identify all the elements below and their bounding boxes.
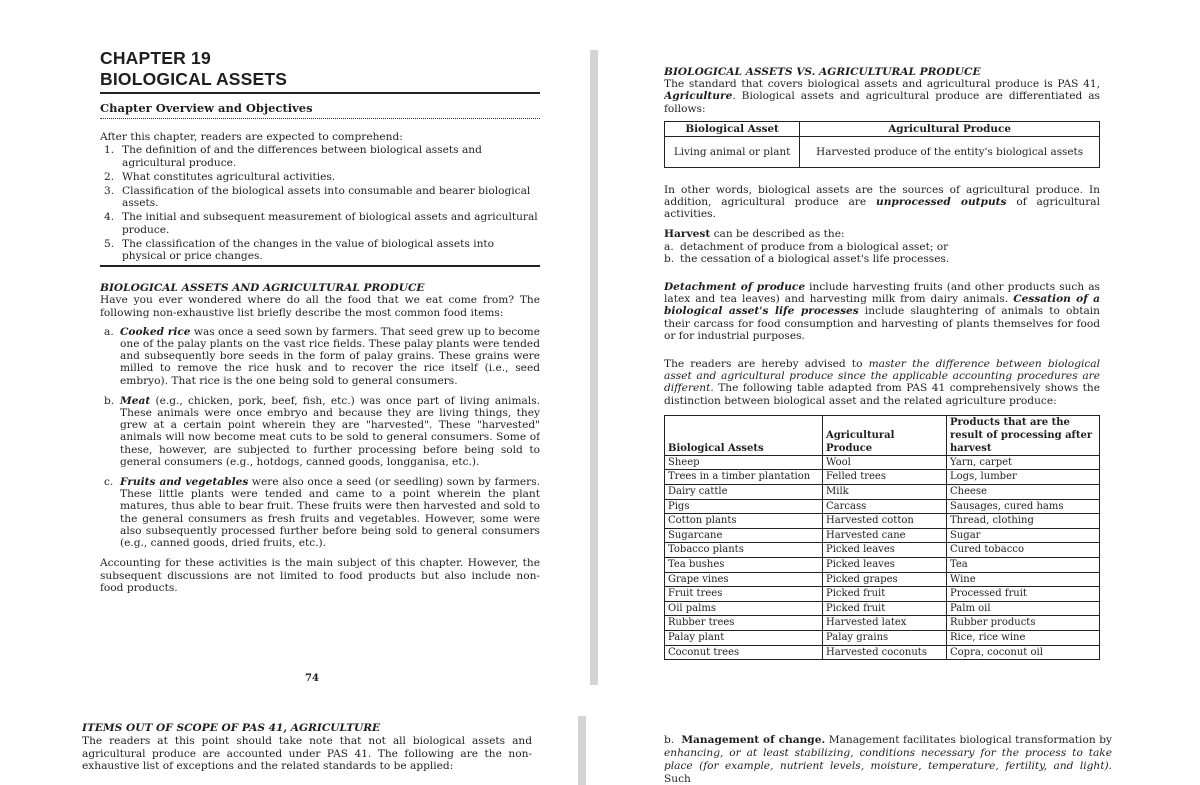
objectives-intro: After this chapter, readers are expected to comprehend: bbox=[100, 131, 403, 144]
food-item: a. Cooked rice was once a seed sown by farmers. That seed grew up to become one of the palay plants on the vast rice fields. These palay plants were tended and subsequently bore seeds in the form of palay grains. These grains were milled to remove the rice husk and to recover the rice itself (i.e., seed embryo). That rice is the one being sold to general consumers. bbox=[104, 325, 540, 387]
page-gutter-top bbox=[590, 50, 598, 685]
table-cell: Picked leaves bbox=[823, 543, 947, 558]
food-item: c. Fruits and vegetables were also once a seed (or seedling) sown by farmers. These little plants were tended and came to a point wherein the plant matures, thus able to bear fruit. These fruits were then harvested and sold to the general consumers as fresh fruits and vegetables. However, some were also subsequently processed further before being sold to general consumers (e.g., canned goods, dried fruits, etc.). bbox=[104, 476, 540, 550]
table-cell: Rubber products bbox=[947, 616, 1100, 631]
table-cell: Palm oil bbox=[947, 601, 1100, 616]
chapter-number: CHAPTER 19 bbox=[100, 48, 211, 68]
section-divider bbox=[100, 265, 540, 267]
table-cell: Cheese bbox=[947, 485, 1100, 500]
comparison-table-body bbox=[665, 455, 1100, 659]
out-of-scope-heading: ITEMS OUT OF SCOPE OF PAS 41, AGRICULTURE bbox=[82, 722, 381, 734]
table-cell: Carcass bbox=[823, 499, 947, 514]
page-number: 74 bbox=[305, 673, 319, 684]
table-row bbox=[665, 616, 1100, 631]
table-header: Agricultural Produce bbox=[800, 121, 1100, 136]
table-row bbox=[665, 470, 1100, 485]
objective-item: 1. The definition of and the differences between biological assets and agricultural produce. bbox=[104, 144, 482, 169]
table-cell: Tea bushes bbox=[665, 558, 823, 573]
section-heading: BIOLOGICAL ASSETS AND AGRICULTURAL PRODUCE bbox=[100, 282, 425, 295]
table-cell: Living animal or plant bbox=[665, 136, 800, 167]
table-header: Products that are the result of processing after harvest bbox=[947, 415, 1100, 455]
table-cell: Cotton plants bbox=[665, 514, 823, 529]
table-cell: Cured tobacco bbox=[947, 543, 1100, 558]
left-page bbox=[100, 48, 540, 688]
table-cell: Sugar bbox=[947, 528, 1100, 543]
food-items-list bbox=[100, 326, 540, 549]
table-row bbox=[665, 514, 1100, 529]
table-cell: Copra, coconut oil bbox=[947, 645, 1100, 660]
section-intro: Have you ever wondered where do all the food that we eat come from? The following non-exhaustive list briefly describe the most common food items: bbox=[100, 294, 540, 319]
table-cell: Picked fruit bbox=[823, 601, 947, 616]
table-row bbox=[665, 528, 1100, 543]
table-cell: Wool bbox=[823, 455, 947, 470]
table-cell: Tea bbox=[947, 558, 1100, 573]
right-page bbox=[664, 66, 1100, 682]
table-cell: Logs, lumber bbox=[947, 470, 1100, 485]
table-cell: Processed fruit bbox=[947, 587, 1100, 602]
table-header: Biological Asset bbox=[665, 121, 800, 136]
other-words-paragraph: In other words, biological assets are the sources of agricultural produce. In addition, agricultural produce are unprocessed outputs of agricultural activities. bbox=[664, 183, 1100, 221]
table-header: Biological Assets bbox=[665, 415, 823, 455]
table-cell: Picked leaves bbox=[823, 558, 947, 573]
table-row bbox=[665, 601, 1100, 616]
chapter-title: BIOLOGICAL ASSETS bbox=[100, 69, 540, 94]
table-cell: Sausages, cured hams bbox=[947, 499, 1100, 514]
table-cell: Oil palms bbox=[665, 601, 823, 616]
page-gutter-bottom bbox=[578, 716, 586, 785]
table-cell: Yarn, carpet bbox=[947, 455, 1100, 470]
table-cell: Coconut trees bbox=[665, 645, 823, 660]
table-cell: Milk bbox=[823, 485, 947, 500]
right-section-heading: BIOLOGICAL ASSETS VS. AGRICULTURAL PRODUCE bbox=[664, 66, 981, 78]
bottom-right-page bbox=[664, 734, 1112, 785]
table-row bbox=[665, 587, 1100, 602]
list-item: b. the cessation of a biological asset's life processes. bbox=[664, 252, 950, 265]
harvest-list bbox=[664, 241, 1100, 265]
closing-paragraph: Accounting for these activities is the main subject of this chapter. However, the subsequent discussions are not limited to food products but also include non-food products. bbox=[100, 557, 540, 594]
table-cell: Harvested cotton bbox=[823, 514, 947, 529]
standard-intro: The standard that covers biological assets and agricultural produce is PAS 41, Agriculture. Biological assets and agricultural produce are differentiated as follows: bbox=[664, 78, 1100, 115]
out-of-scope-paragraph: The readers at this point should take note that not all biological assets and agricultural produce are accounted under PAS 41. The following are the non-exhaustive list of exceptions and the related standards to be applied: bbox=[82, 734, 532, 773]
table-cell: Sheep bbox=[665, 455, 823, 470]
table-cell: Harvested cane bbox=[823, 528, 947, 543]
table-cell: Felled trees bbox=[823, 470, 947, 485]
objective-item: 3. Classification of the biological assets into consumable and bearer biological assets. bbox=[104, 185, 531, 210]
table-header: Agricultural Produce bbox=[823, 415, 947, 455]
table-row bbox=[665, 572, 1100, 587]
table-cell: Sugarcane bbox=[665, 528, 823, 543]
harvest-intro: Harvest can be described as the: bbox=[664, 228, 845, 241]
overview-heading: Chapter Overview and Objectives bbox=[100, 102, 540, 119]
objectives-list bbox=[100, 144, 540, 262]
table-row bbox=[665, 645, 1100, 660]
table-cell: Fruit trees bbox=[665, 587, 823, 602]
table-cell: Rice, rice wine bbox=[947, 630, 1100, 645]
table-cell: Harvested produce of the entity's biological assets bbox=[800, 136, 1100, 167]
table-cell: Picked fruit bbox=[823, 587, 947, 602]
objective-item: 2. What constitutes agricultural activities. bbox=[104, 170, 336, 183]
advice-paragraph: The readers are hereby advised to master the difference between biological asset and agricultural produce since the applicable accounting procedures are different. The following table adapted from PAS 41 comprehensively shows the distinction between biological asset and the related agriculture produce: bbox=[664, 358, 1100, 407]
table-cell: Picked grapes bbox=[823, 572, 947, 587]
table-cell: Palay plant bbox=[665, 630, 823, 645]
detachment-paragraph: Detachment of produce include harvesting fruits (and other products such as latex and tea leaves) and harvesting milk from dairy animals. Cessation of a biological asset's life processes include slaughtering of animals to obtain their carcass for food consumption and harvesting of plants themselves for food or for industrial purposes. bbox=[664, 281, 1100, 342]
table-row bbox=[665, 485, 1100, 500]
objective-item: 5. The classification of the changes in the value of biological assets into physical or price changes. bbox=[104, 237, 495, 263]
table-row bbox=[665, 499, 1100, 514]
table-row bbox=[665, 630, 1100, 645]
table-cell: Wine bbox=[947, 572, 1100, 587]
table-cell: Tobacco plants bbox=[665, 543, 823, 558]
table-cell: Thread, clothing bbox=[947, 514, 1100, 529]
food-item: b. Meat (e.g., chicken, pork, beef, fish, etc.) was once part of living animals. These animals were once embryo and because they are living things, they grew at a certain point wherein they are "harvested". These "harvested" animals will now become meat cuts to be sold to general consumers. Some of these, however, are subjected to further processing before being sold to general consumers (e.g., hotdogs, canned goods, longganisa, etc.). bbox=[104, 394, 540, 468]
table-row bbox=[665, 558, 1100, 573]
table-cell: Rubber trees bbox=[665, 616, 823, 631]
table-cell: Palay grains bbox=[823, 630, 947, 645]
difference-table bbox=[664, 121, 1100, 168]
table-cell: Harvested latex bbox=[823, 616, 947, 631]
table-cell: Pigs bbox=[665, 499, 823, 514]
list-item: a. detachment of produce from a biological asset; or bbox=[664, 240, 949, 253]
table-cell: Trees in a timber plantation bbox=[665, 470, 823, 485]
table-row bbox=[665, 543, 1100, 558]
bottom-left-page bbox=[82, 722, 532, 785]
table-cell: Harvested coconuts bbox=[823, 645, 947, 660]
table-row bbox=[665, 455, 1100, 470]
management-of-change-item: b. Management of change. Management facilitates biological transformation by enhancing, or at least stabilizing, conditions necessary for the process to take place (for example, nutrient levels, moisture, temperature, fertility, and light). Such bbox=[664, 734, 1112, 785]
table-cell: Grape vines bbox=[665, 572, 823, 587]
table-cell: Dairy cattle bbox=[665, 485, 823, 500]
objective-item: 4. The initial and subsequent measurement of biological assets and agricultural produce. bbox=[104, 211, 538, 236]
comparison-table bbox=[664, 415, 1100, 660]
